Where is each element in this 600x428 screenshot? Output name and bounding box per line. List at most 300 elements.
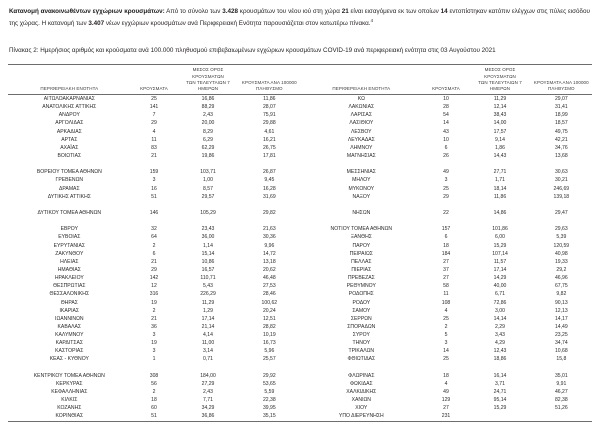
table-row bbox=[300, 120, 592, 128]
cell-cases: 2 bbox=[444, 323, 448, 330]
cell-7day-average bbox=[469, 413, 530, 422]
cell-7day-average: 19,86 bbox=[201, 152, 215, 159]
spacer-cell bbox=[239, 364, 300, 372]
table-row bbox=[8, 388, 300, 396]
intro-text-4: εντοπίστηκαν κατόπιν ελέγχων στις πύλες εισόδου της χώρας. Η κατανομή των bbox=[9, 8, 591, 28]
cell-cases: 231 bbox=[423, 413, 470, 422]
cell-per-100000: 29,63 bbox=[554, 226, 568, 233]
cell-region: ΔΥΤΙΚΟΥ ΤΟΜΕΑ ΑΘΗΝΩΝ bbox=[37, 209, 102, 216]
cell-region: ΚΙΛΚΙΣ bbox=[61, 397, 78, 404]
cell-cases: 184 bbox=[441, 250, 451, 257]
cell-per-100000: 11,86 bbox=[263, 95, 276, 102]
table-left-header-row bbox=[8, 67, 300, 95]
cell-region: ΠΙΕΡΙΑΣ bbox=[351, 266, 372, 273]
cell-7day-average: 6,29 bbox=[203, 136, 213, 143]
cell-region: ΗΡΑΚΛΕΙΟΥ bbox=[54, 275, 84, 282]
cell-region: ΠΡΕΒΕΖΑΣ bbox=[347, 275, 375, 282]
cell-region: ΛΕΣΒΟΥ bbox=[351, 128, 372, 135]
cell-per-100000: 42,21 bbox=[554, 136, 568, 143]
cell-cases: 19 bbox=[151, 340, 157, 347]
header-cases: ΚΡΟΥΣΜΑΤΑ bbox=[131, 67, 178, 95]
table-row bbox=[8, 356, 300, 364]
cell-region: ΛΑΣΙΘΙΟΥ bbox=[349, 120, 374, 127]
cell-7day-average: 1,71 bbox=[495, 177, 505, 184]
cell-7day-average: 11,57 bbox=[493, 258, 507, 265]
cell-per-100000: 25,57 bbox=[262, 356, 276, 363]
cell-per-100000: 10,68 bbox=[554, 348, 568, 355]
cell-per-100000: 15,8 bbox=[556, 356, 567, 363]
cell-per-100000: 246,69 bbox=[553, 185, 570, 192]
cell-cases: 3 bbox=[444, 340, 448, 347]
cell-region: ΑΙΤΩΛΟΑΚΑΡΝΑΝΙΑΣ bbox=[43, 95, 95, 102]
cell-7day-average: 184,00 bbox=[200, 372, 216, 379]
cell-region: ΓΡΕΒΕΝΩΝ bbox=[55, 177, 84, 184]
cell-per-100000: 31,41 bbox=[554, 104, 568, 111]
cell-cases: 18 bbox=[151, 397, 157, 404]
header-7day-average-line1: ΜΕΣΟΣ ΟΡΟΣ ΚΡΟΥΣΜΑΤΩΝ bbox=[484, 67, 516, 79]
cell-cases: 27 bbox=[443, 405, 449, 412]
table-row bbox=[300, 274, 592, 282]
cell-7day-average: 34,29 bbox=[201, 405, 215, 412]
spacer-cell bbox=[239, 160, 300, 168]
cell-region: ΜΕΣΣΗΝΙΑΣ bbox=[346, 169, 376, 176]
spacer-cell bbox=[177, 201, 238, 209]
cell-region: ΧΙΟΥ bbox=[355, 405, 368, 412]
cell-per-100000: 12,13 bbox=[554, 307, 568, 314]
spacer-cell bbox=[469, 160, 530, 168]
cell-region: ΧΑΛΚΙΔΙΚΗΣ bbox=[346, 389, 377, 396]
cell-per-100000: 9,91 bbox=[556, 380, 567, 387]
table-left-body bbox=[8, 95, 300, 422]
table-row bbox=[8, 283, 300, 291]
cell-7day-average: 107,14 bbox=[492, 250, 508, 257]
cell-per-100000: 29,82 bbox=[262, 209, 276, 216]
cell-per-100000: 82,38 bbox=[554, 397, 568, 404]
cell-region: ΚΑΒΑΛΑΣ bbox=[57, 323, 82, 330]
table-row-spacer bbox=[8, 364, 300, 372]
intro-text-2: κρουσμάτων του νέου ιού στη χώρα bbox=[238, 8, 342, 15]
cell-per-100000: 18,99 bbox=[554, 112, 568, 119]
cell-per-100000: 31,69 bbox=[262, 193, 276, 200]
table-row bbox=[300, 283, 592, 291]
cell-region: ΛΑΡΙΣΑΣ bbox=[350, 112, 372, 119]
intro-gate-count: 14 bbox=[440, 8, 448, 15]
cell-7day-average: 9,14 bbox=[495, 136, 505, 143]
table-row bbox=[300, 307, 592, 315]
cell-region: ΡΕΘΥΜΝΟΥ bbox=[346, 283, 376, 290]
table-row bbox=[300, 380, 592, 388]
cell-7day-average: 95,14 bbox=[493, 397, 507, 404]
cell-7day-average: 21,14 bbox=[201, 323, 215, 330]
cell-per-100000: 46,27 bbox=[554, 389, 568, 396]
cell-region: ΑΡΤΑΣ bbox=[61, 136, 78, 143]
cell-per-100000: 27,53 bbox=[262, 283, 276, 290]
table-row bbox=[8, 340, 300, 348]
cell-7day-average: 2,43 bbox=[203, 389, 213, 396]
cell-region: ΝΟΤΙΟΥ ΤΟΜΕΑ ΑΘΗΝΩΝ bbox=[330, 226, 393, 233]
cell-per-100000: 34,74 bbox=[554, 340, 568, 347]
table-row bbox=[8, 112, 300, 120]
cell-7day-average: 24,71 bbox=[493, 389, 507, 396]
cell-cases: 56 bbox=[151, 380, 157, 387]
table-row bbox=[300, 177, 592, 185]
cell-cases: 2 bbox=[152, 242, 156, 249]
cell-region: ΕΒΡΟΥ bbox=[60, 226, 78, 233]
cell-per-100000: 14,72 bbox=[262, 250, 276, 257]
cell-per-100000: 29,2 bbox=[556, 266, 567, 273]
cell-7day-average: 6,71 bbox=[495, 291, 505, 298]
cell-region: ΛΕΥΚΑΔΑΣ bbox=[347, 136, 375, 143]
cell-cases: 1 bbox=[152, 356, 156, 363]
cell-cases: 4 bbox=[444, 307, 448, 314]
cell-7day-average: 12,43 bbox=[493, 348, 507, 355]
cell-per-100000: 5,96 bbox=[264, 348, 275, 355]
cell-cases: 51 bbox=[151, 193, 157, 200]
cell-cases: 27 bbox=[443, 258, 449, 265]
cell-7day-average: 16,14 bbox=[493, 372, 507, 379]
cell-7day-average: 11,29 bbox=[493, 95, 507, 102]
cell-region: ΣΑΜΟΥ bbox=[352, 307, 371, 314]
header-region: ΠΕΡΙΦΕΡΕΙΑΚΗ ΕΝΟΤΗΤΑ bbox=[8, 67, 131, 95]
cell-cases: 18 bbox=[443, 242, 449, 249]
cell-7day-average: 14,00 bbox=[493, 120, 507, 127]
cell-region: ΑΧΑΪΑΣ bbox=[60, 144, 79, 151]
cell-per-100000: 14,49 bbox=[554, 323, 568, 330]
cell-cases: 27 bbox=[443, 275, 449, 282]
table-row bbox=[8, 193, 300, 201]
cell-cases: 146 bbox=[149, 209, 159, 216]
cell-region: ΚΑΣΤΟΡΙΑΣ bbox=[55, 348, 84, 355]
cell-region: ΜΗΛΟΥ bbox=[352, 177, 371, 184]
cell-per-100000: 19,33 bbox=[554, 258, 568, 265]
table-row bbox=[300, 348, 592, 356]
table-row bbox=[8, 397, 300, 405]
cell-per-100000: 40,98 bbox=[554, 250, 568, 257]
cell-per-100000: 23,25 bbox=[554, 332, 568, 339]
intro-domestic-cases: 3.407 bbox=[88, 20, 105, 28]
cell-region: ΔΡΑΜΑΣ bbox=[59, 185, 80, 192]
table-row bbox=[300, 340, 592, 348]
cell-per-100000: 17,81 bbox=[262, 152, 276, 159]
cell-cases: 16 bbox=[151, 185, 157, 192]
cell-cases: 49 bbox=[443, 389, 449, 396]
cell-region: ΛΑΚΩΝΙΑΣ bbox=[348, 104, 375, 111]
cell-7day-average: 62,29 bbox=[201, 144, 215, 151]
table-row bbox=[300, 95, 592, 104]
cell-7day-average: 14,43 bbox=[493, 152, 507, 159]
spacer-cell bbox=[423, 364, 470, 372]
cell-cases: 29 bbox=[151, 120, 157, 127]
cell-per-100000: 100,62 bbox=[261, 299, 278, 306]
spacer-cell bbox=[8, 160, 131, 168]
cell-7day-average: 3,43 bbox=[495, 332, 505, 339]
table-row bbox=[8, 291, 300, 299]
cell-7day-average: 1,29 bbox=[203, 307, 213, 314]
cell-region: ΦΘΙΩΤΙΔΑΣ bbox=[347, 356, 376, 363]
regional-cases-table bbox=[8, 64, 592, 422]
cell-region: ΜΥΚΟΝΟΥ bbox=[348, 185, 375, 192]
table-row bbox=[300, 372, 592, 380]
cell-region: ΚΑΛΥΜΝΟΥ bbox=[55, 332, 84, 339]
cell-region: ΑΡΓΟΛΙΔΑΣ bbox=[55, 120, 84, 127]
cell-region: ΤΗΝΟΥ bbox=[352, 340, 371, 347]
cell-per-100000: 20,62 bbox=[262, 266, 276, 273]
cell-7day-average: 8,29 bbox=[203, 128, 213, 135]
cell-region: ΣΠΟΡΑΔΩΝ bbox=[347, 323, 376, 330]
cell-cases: 51 bbox=[131, 413, 178, 422]
table-row bbox=[8, 299, 300, 307]
cell-region: ΡΟΔΟΥ bbox=[352, 299, 371, 306]
cell-region: ΗΛΕΙΑΣ bbox=[60, 258, 79, 265]
cell-per-100000: 75,91 bbox=[262, 112, 276, 119]
cell-region: ΠΕΛΛΑΣ bbox=[351, 258, 372, 265]
header-7day-average-line1: ΜΕΣΟΣ ΟΡΟΣ ΚΡΟΥΣΜΑΤΩΝ bbox=[192, 67, 224, 79]
header-7day-average bbox=[469, 67, 530, 95]
spacer-cell bbox=[239, 201, 300, 209]
cell-region: ΜΑΓΝΗΣΙΑΣ bbox=[346, 152, 376, 159]
table-row bbox=[8, 144, 300, 152]
cell-region: ΡΟΔΟΠΗΣ bbox=[348, 291, 374, 298]
cell-7day-average: 17,57 bbox=[493, 128, 507, 135]
cell-cases: 3 bbox=[152, 332, 156, 339]
cell-per-100000 bbox=[531, 413, 592, 422]
table-row bbox=[8, 242, 300, 250]
cell-per-100000: 28,82 bbox=[262, 323, 276, 330]
cell-7day-average: 17,14 bbox=[201, 315, 215, 322]
cell-cases: 19 bbox=[151, 299, 157, 306]
cell-region: ΕΥΡΥΤΑΝΙΑΣ bbox=[53, 242, 85, 249]
table-row bbox=[300, 413, 592, 422]
table-row bbox=[300, 331, 592, 339]
table-row bbox=[300, 397, 592, 405]
cell-cases: 159 bbox=[149, 169, 159, 176]
cell-cases: 22 bbox=[443, 209, 449, 216]
spacer-cell bbox=[531, 160, 592, 168]
cell-region: ΠΑΡΟΥ bbox=[352, 242, 371, 249]
cell-per-100000: 139,18 bbox=[553, 193, 570, 200]
table-row bbox=[8, 177, 300, 185]
spacer-cell bbox=[239, 217, 300, 225]
cell-region: ΥΠΟ ΔΙΕΡΕΥΝΗΣΗ bbox=[300, 413, 423, 422]
cell-per-100000: 35,15 bbox=[239, 413, 300, 422]
cell-region: ΑΡΚΑΔΙΑΣ bbox=[56, 128, 82, 135]
table-row bbox=[8, 331, 300, 339]
cell-cases: 14 bbox=[443, 348, 449, 355]
cell-per-100000: 49,75 bbox=[554, 128, 568, 135]
table-row bbox=[8, 103, 300, 111]
cell-region: ΣΕΡΡΩΝ bbox=[350, 315, 372, 322]
spacer-cell bbox=[131, 160, 178, 168]
cell-7day-average: 10,86 bbox=[201, 258, 215, 265]
cell-region: ΞΑΝΘΗΣ bbox=[350, 234, 372, 241]
cell-cases: 2 bbox=[152, 307, 156, 314]
cell-cases: 141 bbox=[149, 104, 159, 111]
table-row bbox=[300, 315, 592, 323]
spacer-cell bbox=[531, 217, 592, 225]
cell-7day-average: 38,43 bbox=[493, 112, 507, 119]
spacer-cell bbox=[423, 201, 470, 209]
cell-7day-average: 23,43 bbox=[201, 226, 215, 233]
cell-7day-average: 5,43 bbox=[203, 283, 213, 290]
cell-7day-average: 11,29 bbox=[201, 299, 215, 306]
table-row bbox=[300, 356, 592, 364]
cell-cases: 5 bbox=[444, 332, 448, 339]
table-row bbox=[8, 136, 300, 144]
header-per-100000 bbox=[531, 67, 592, 95]
cell-cases: 6 bbox=[152, 250, 156, 257]
header-region: ΠΕΡΙΦΕΡΕΙΑΚΗ ΕΝΟΤΗΤΑ bbox=[300, 67, 423, 95]
cell-7day-average: 103,71 bbox=[200, 169, 216, 176]
cell-cases: 308 bbox=[149, 372, 159, 379]
table-right-head bbox=[300, 65, 592, 95]
cell-cases: 29 bbox=[151, 266, 157, 273]
cell-cases: 21 bbox=[151, 315, 157, 322]
cell-per-100000: 46,48 bbox=[262, 275, 276, 282]
table-row bbox=[8, 307, 300, 315]
table-row bbox=[8, 209, 300, 217]
cell-7day-average: 15,29 bbox=[493, 405, 507, 412]
cell-per-100000: 16,28 bbox=[262, 185, 276, 192]
table-row bbox=[300, 234, 592, 242]
spacer-cell bbox=[177, 364, 238, 372]
header-7day-average-line3: ΗΜΕΡΩΝ bbox=[197, 86, 219, 92]
cell-per-100000: 16,21 bbox=[262, 136, 276, 143]
table-row bbox=[8, 95, 300, 104]
cell-cases: 60 bbox=[151, 405, 157, 412]
table-row bbox=[300, 266, 592, 274]
cell-cases: 26 bbox=[443, 152, 449, 159]
cell-region: ΙΚΑΡΙΑΣ bbox=[59, 307, 80, 314]
intro-imported-count: 21 bbox=[341, 8, 349, 15]
table-row-spacer bbox=[300, 217, 592, 225]
cell-cases: 11 bbox=[151, 136, 157, 143]
header-7day-average-line2: ΤΩΝ ΤΕΛΕΥΤΑΙΩΝ 7 bbox=[478, 80, 522, 86]
cell-7day-average: 1,00 bbox=[203, 177, 213, 184]
cell-cases: 64 bbox=[151, 234, 157, 241]
spacer-cell bbox=[531, 201, 592, 209]
cell-region: ΚΟΡΙΝΘΙΑΣ bbox=[8, 413, 131, 422]
spacer-cell bbox=[8, 217, 131, 225]
table-row-spacer bbox=[300, 160, 592, 168]
cell-7day-average: 11,00 bbox=[201, 340, 215, 347]
cell-cases: 28 bbox=[443, 104, 449, 111]
cell-per-100000: 26,75 bbox=[262, 144, 276, 151]
cell-per-100000: 30,36 bbox=[262, 234, 276, 241]
table-row bbox=[300, 169, 592, 177]
spacer-cell bbox=[423, 160, 470, 168]
table-row bbox=[8, 226, 300, 234]
cell-region: ΚΟΖΑΝΗΣ bbox=[57, 405, 82, 412]
table-row bbox=[8, 380, 300, 388]
cell-per-100000: 51,26 bbox=[554, 405, 568, 412]
table-row bbox=[300, 299, 592, 307]
cell-7day-average: 4,29 bbox=[495, 340, 505, 347]
cell-region: ΚΩ bbox=[357, 95, 365, 102]
table-row bbox=[300, 209, 592, 217]
intro-text-1: Από το σύνολο των bbox=[164, 8, 223, 15]
table-row bbox=[300, 152, 592, 160]
table-row bbox=[300, 144, 592, 152]
cell-region: ΑΝΔΡΟΥ bbox=[58, 112, 80, 119]
cell-cases: 3 bbox=[152, 177, 156, 184]
cell-per-100000: 120,59 bbox=[553, 242, 570, 249]
table-row bbox=[300, 128, 592, 136]
cell-cases: 25 bbox=[151, 95, 157, 102]
table-right-header-row bbox=[300, 67, 592, 95]
table-left-half bbox=[8, 64, 300, 422]
spacer-cell bbox=[177, 160, 238, 168]
cell-cases: 10 bbox=[443, 136, 449, 143]
spacer-cell bbox=[131, 201, 178, 209]
cell-cases: 6 bbox=[444, 144, 448, 151]
spacer-cell bbox=[469, 217, 530, 225]
cell-region: ΧΑΝΙΩΝ bbox=[351, 397, 371, 404]
cell-7day-average: 36,00 bbox=[201, 234, 215, 241]
header-per-100000-line2: ΠΛΗΘΥΣΜΟ bbox=[256, 86, 283, 92]
table-row-spacer bbox=[8, 201, 300, 209]
cell-cases: 157 bbox=[441, 226, 451, 233]
cell-region: ΘΗΡΑΣ bbox=[60, 299, 78, 306]
intro-total-cases: 3.428 bbox=[222, 8, 238, 15]
cell-7day-average: 12,14 bbox=[493, 104, 507, 111]
cell-cases: 3 bbox=[444, 177, 448, 184]
table-caption: Πίνακας 2: Ημερήσιος αριθμός και κρούσματα ανά 100.000 πληθυσμού επιβεβαιωμένων εγχώριων κρουσμάτων COVID-19 ανά περιφερειακή ενότητα στις 03 Αυγούστου 2021 bbox=[9, 46, 496, 54]
cell-region: ΚΕΦΑΛΛΗΝΙΑΣ bbox=[51, 389, 88, 396]
cell-per-100000: 46,96 bbox=[554, 275, 568, 282]
cell-cases: 36 bbox=[151, 323, 157, 330]
cell-cases: 32 bbox=[151, 226, 157, 233]
cell-cases: 6 bbox=[444, 234, 448, 241]
table-right-body bbox=[300, 95, 592, 422]
cell-per-100000: 5,59 bbox=[264, 389, 275, 396]
cell-per-100000: 21,63 bbox=[262, 226, 276, 233]
intro-text-5: νέων εγχώριων κρουσμάτων ανά Περιφερειακή Ενότητα παρουσιάζεται στον κατωτέρω πίνακα. bbox=[104, 20, 371, 28]
cell-cases: 25 bbox=[443, 185, 449, 192]
cell-7day-average: 0,71 bbox=[203, 356, 213, 363]
cell-7day-average: 1,86 bbox=[495, 144, 505, 151]
spacer-cell bbox=[469, 364, 530, 372]
spacer-cell bbox=[131, 217, 178, 225]
cell-7day-average: 3,14 bbox=[203, 348, 213, 355]
cell-7day-average: 4,14 bbox=[203, 332, 213, 339]
cell-per-100000: 30,21 bbox=[554, 177, 568, 184]
table-row bbox=[8, 120, 300, 128]
cell-per-100000: 16,73 bbox=[262, 340, 276, 347]
spacer-cell bbox=[300, 160, 423, 168]
cell-7day-average: 110,71 bbox=[200, 275, 216, 282]
cell-cases: 7 bbox=[152, 112, 156, 119]
spacer-cell bbox=[300, 201, 423, 209]
spacer-cell bbox=[8, 201, 131, 209]
cell-region: ΘΕΣΠΡΩΤΙΑΣ bbox=[53, 283, 86, 290]
cell-region: ΣΥΡΟΥ bbox=[352, 332, 370, 339]
cell-7day-average: 18,86 bbox=[493, 356, 507, 363]
cell-7day-average: 16,86 bbox=[201, 95, 215, 102]
cell-region: ΔΥΤΙΚΗΣ ΑΤΤΙΚΗΣ bbox=[47, 193, 91, 200]
cell-7day-average: 16,57 bbox=[201, 266, 215, 273]
cell-per-100000: 13,18 bbox=[262, 258, 276, 265]
cell-cases: 25 bbox=[443, 356, 449, 363]
table-row bbox=[8, 372, 300, 380]
cell-7day-average: 29,57 bbox=[201, 193, 215, 200]
cell-cases: 18 bbox=[443, 372, 449, 379]
cell-7day-average: 27,29 bbox=[201, 380, 215, 387]
cell-7day-average: 72,86 bbox=[493, 299, 507, 306]
cell-cases: 21 bbox=[151, 152, 157, 159]
header-per-100000-line1: ΚΡΟΥΣΜΑΤΑ ΑΝΑ 100000 bbox=[533, 80, 589, 86]
cell-region: ΖΑΚΥΝΘΟΥ bbox=[55, 250, 84, 257]
intro-text-3: είναι εισαγόμενα εκ των οποίων bbox=[348, 8, 441, 15]
